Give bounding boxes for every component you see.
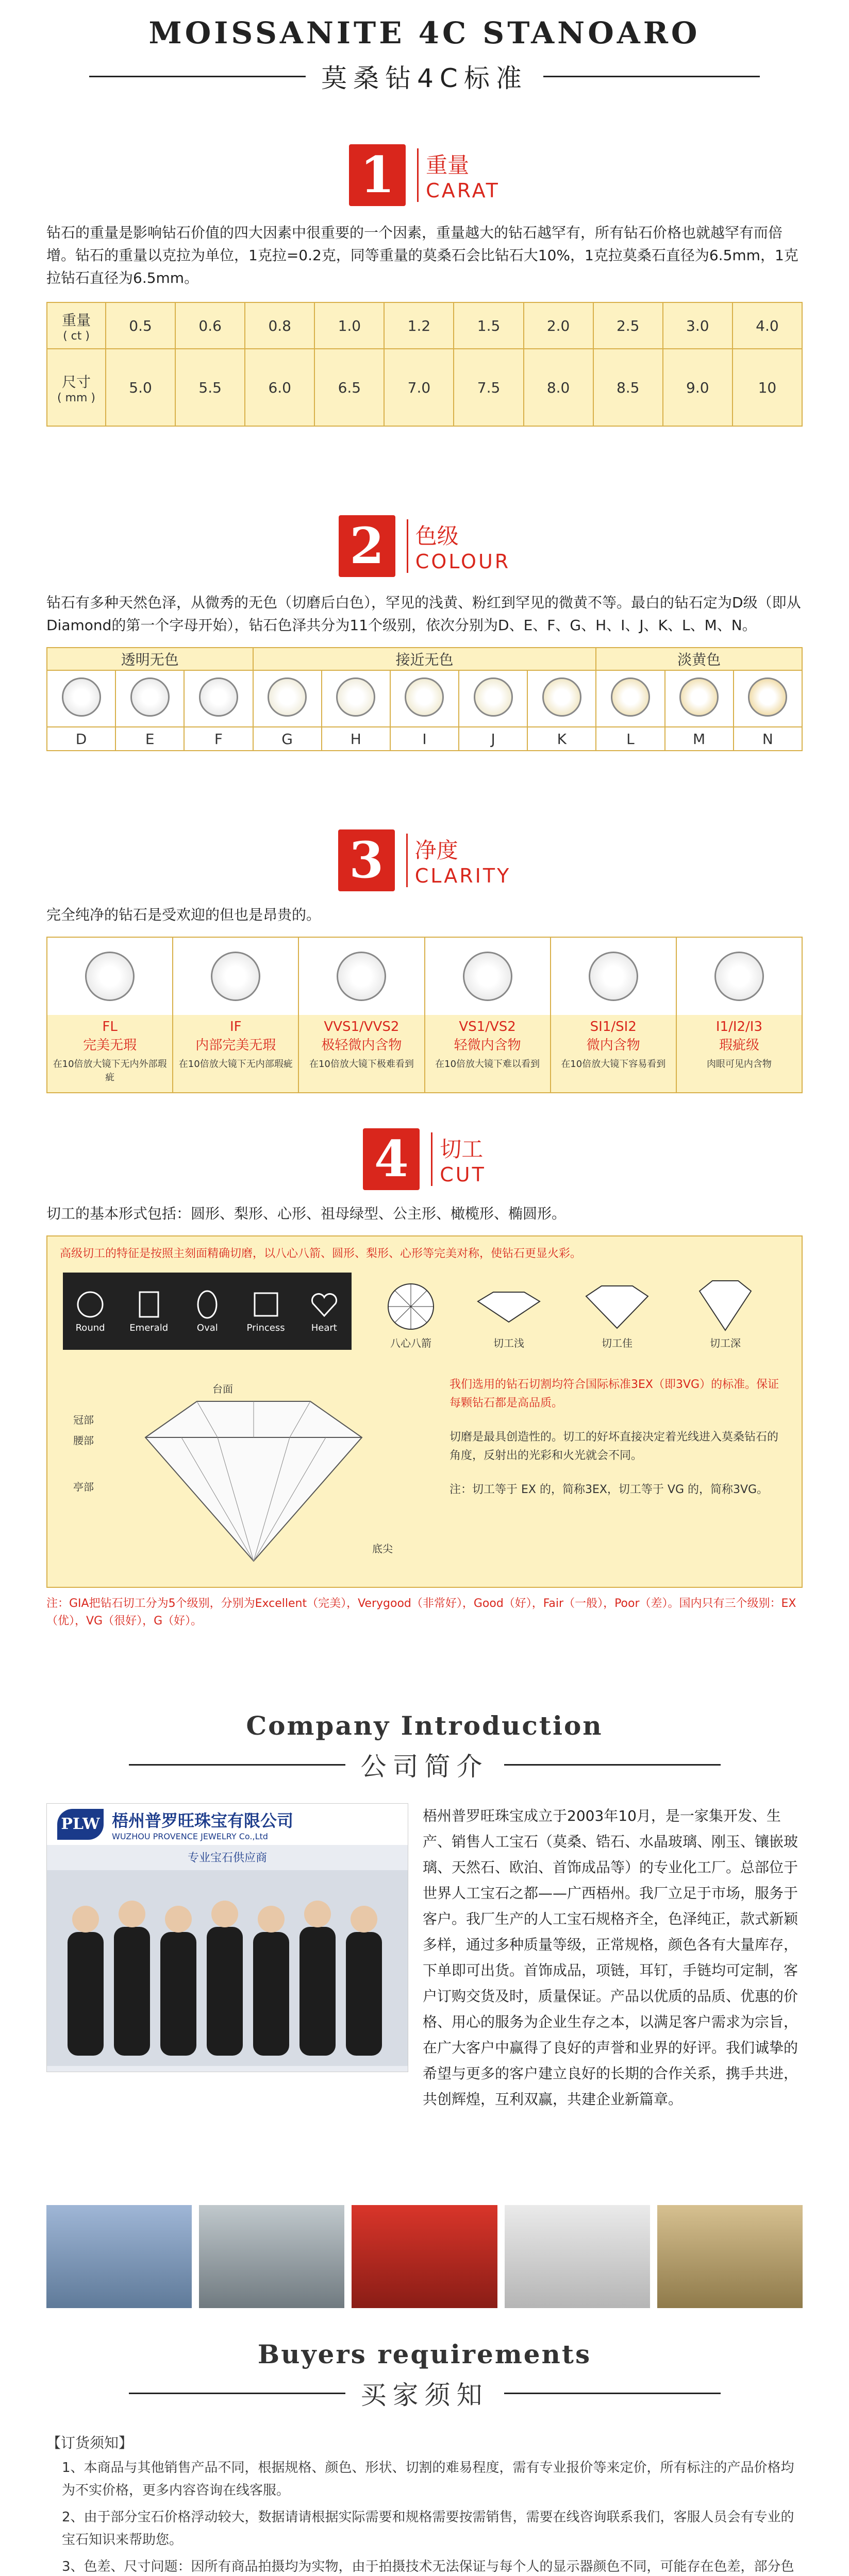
diamond-icon — [337, 952, 386, 1001]
order-heading: 【订货须知】 — [46, 2434, 134, 2451]
weight-unit: ( ct ) — [63, 329, 90, 343]
office-photo — [505, 2205, 650, 2308]
arrows-label: 八心八箭 — [390, 1337, 431, 1349]
buyers-title-en: Buyers requirements — [257, 2339, 592, 2369]
diagram-label: 亭部 — [73, 1481, 94, 1493]
clarity-desc: 肉眼可见内含物 — [706, 1059, 772, 1070]
diamond-icon — [611, 677, 650, 717]
heart-icon — [309, 1289, 340, 1320]
company-photo — [46, 1803, 408, 2072]
size-cell: 6.0 — [268, 379, 291, 396]
header — [0, 15, 849, 95]
cut-desc: 注：切工等于 EX 的，简称3EX，切工等于 VG 的，简称3VG。 — [450, 1483, 769, 1496]
colour-grade: H — [322, 727, 390, 751]
colour-grade: K — [527, 727, 596, 751]
diamond-icon — [405, 677, 444, 717]
header-title-en: MOISSANITE 4C STANOARO — [148, 15, 701, 50]
size-cell: 5.5 — [198, 379, 222, 396]
company-name-en: WUZHOU PROVENCE JEWELRY Co.,Ltd — [112, 1831, 268, 1841]
shape-label: Emerald — [129, 1323, 169, 1333]
size-cell: 10 — [758, 379, 777, 396]
colour-section — [0, 515, 849, 751]
weight-cell: 4.0 — [733, 302, 802, 349]
size-unit: ( mm ) — [57, 391, 95, 404]
diamond-icon — [474, 677, 513, 717]
princess-icon — [251, 1289, 281, 1320]
colour-grade: N — [734, 727, 802, 751]
shape-label: Round — [75, 1323, 105, 1333]
cut-section — [0, 1128, 849, 1637]
cut-desc: 切磨是最具创造性的。切工的好坏直接决定着光线进入莫桑钻石的角度，反射出的光彩和火光就会不同。 — [450, 1431, 779, 1462]
order-notes — [0, 2432, 849, 2576]
cut-explanations — [450, 1376, 779, 1499]
company-name-cn: 梧州普罗旺珠宝有限公司 — [112, 1810, 294, 1831]
diamond-icon — [542, 677, 581, 717]
diamond-icon — [463, 952, 512, 1001]
clarity-desc: 在10倍放大镜下无内外部瑕疵 — [53, 1059, 167, 1083]
order-item: 3、色差、尺寸问题：因所有商品拍摄均为实物，由于拍摄技术无法保证与每个人的显示器颜色不同，可能存在色差，部分色 — [62, 2559, 794, 2574]
cut-footer: 注：GIA把钻石切工分为5个级别，分别为Excellent（完美），Verygood（非常好），Good（好），Fair（一般），Poor（差）。国内只有三个级别：EX（优），VG（很好），G（好）。 — [46, 1597, 796, 1628]
buyers-title-cn: 买家须知 — [360, 2380, 489, 2410]
size-cell: 8.0 — [546, 379, 570, 396]
company-logo: PLW — [57, 1809, 104, 1840]
company-title-en: Company Introduction — [246, 1710, 603, 1741]
clarity-name: 瑕疵级 — [719, 1038, 759, 1053]
section-title-cn: 重量 — [426, 152, 470, 178]
size-cell: 8.5 — [616, 379, 640, 396]
colour-table — [46, 647, 803, 751]
weight-cell: 0.6 — [175, 302, 245, 349]
colour-group: 透明无色 — [47, 648, 253, 670]
diamond-icon — [748, 677, 787, 717]
size-label: 尺寸 — [61, 373, 91, 391]
diamond-icon — [85, 952, 135, 1001]
clarity-name: 微内含物 — [586, 1038, 640, 1053]
colour-description: 钻石有多种天然色泽，从微秀的无色（切磨后白色），罕见的浅黄、粉红到罕见的微黄不等。最白的钻石定为D级（即从Diamond的第一个字母开始），钻石色泽共分为11个级别，依次分别为D、E、F、G、H、I、J、K、L、M、N。 — [46, 594, 801, 634]
clarity-grades — [46, 937, 803, 1093]
company-photo-strip — [46, 2205, 803, 2308]
diamond-icon — [714, 952, 764, 1001]
clarity-grade-card — [677, 937, 803, 1093]
weight-cell: 3.0 — [663, 302, 733, 349]
diamond-icon — [589, 952, 638, 1001]
diamond-diagram — [63, 1365, 434, 1571]
section-title-en: CUT — [440, 1163, 486, 1186]
hearts-arrows-icon — [385, 1281, 437, 1332]
cut-desc: 我们选用的钻石切割均符合国际标准3EX（即3VG）的标准。保证每颗钻石都是高品质。 — [450, 1378, 779, 1410]
weight-cell: 0.5 — [106, 302, 175, 349]
weight-cell: 0.8 — [245, 302, 314, 349]
colour-grade: F — [184, 727, 253, 751]
diagram-label: 腰部 — [73, 1434, 94, 1447]
cut-label: 切工深 — [710, 1337, 741, 1349]
cut-shapes — [63, 1273, 352, 1350]
clarity-name: 内部完美无瑕 — [195, 1038, 276, 1053]
weight-cell: 1.0 — [314, 302, 384, 349]
cut-note: 高级切工的特征是按照主刻面精确切磨，以八心八箭、圆形、梨形、心形等完美对称，使钻石更显火彩。 — [60, 1247, 582, 1260]
carat-table — [46, 302, 803, 427]
shape-label: Heart — [311, 1323, 337, 1333]
workshop-photo — [199, 2205, 344, 2308]
weight-cell: 2.0 — [524, 302, 593, 349]
colour-group: 接近无色 — [253, 648, 596, 670]
clarity-code: FL — [102, 1019, 118, 1035]
section-number: 3 — [338, 829, 395, 891]
company-section — [0, 1803, 849, 2318]
divider — [89, 76, 306, 77]
size-cell: 5.0 — [129, 379, 152, 396]
clarity-code: VVS1/VVS2 — [324, 1019, 399, 1035]
section-title-cn: 切工 — [440, 1137, 484, 1162]
weight-cell: 1.2 — [384, 302, 454, 349]
section-number: 2 — [339, 515, 395, 577]
company-header — [0, 1710, 849, 1783]
cut-depth-diagrams — [367, 1273, 779, 1350]
clarity-desc: 在10倍放大镜下难以看到 — [435, 1059, 540, 1070]
cut-description: 切工的基本形式包括：圆形、梨形、心形、祖母绿型、公主形、橄榄形、椭圆形。 — [46, 1205, 567, 1222]
ideal-cut-icon — [581, 1281, 653, 1332]
colour-grade: D — [47, 727, 115, 751]
shallow-cut-icon — [473, 1286, 545, 1332]
order-item: 2、由于部分宝石价格浮动较大，数据请请根据实际需要和规格需要按需销售，需要在线咨询联系我们，客服人员会有专业的宝石知识来帮助您。 — [62, 2510, 794, 2548]
clarity-name: 轻微内含物 — [454, 1038, 521, 1053]
round-icon — [75, 1289, 106, 1320]
clarity-grade-card — [173, 937, 299, 1093]
clarity-name: 完美无瑕 — [83, 1038, 137, 1053]
section-number: 1 — [349, 144, 406, 206]
clarity-desc: 在10倍放大镜下容易看到 — [561, 1059, 666, 1070]
size-cell: 7.0 — [407, 379, 431, 396]
diamond-icon — [679, 677, 719, 717]
shape-label: Princess — [246, 1323, 285, 1333]
company-intro: 梧州普罗旺珠宝成立于2003年10月，是一家集开发、生产、销售人工宝石（莫桑、锆石、水晶玻璃、刚玉、镶嵌玻璃、天然石、欧泊、首饰成品等）的专业化工厂。总部位于世界人工宝石之都——广西梧州。我厂立足于市场，服务于客户。我厂生产的人工宝石规格齐全，色泽纯正，款式新颖多样，通过多种质量等级，正常规格，颜色各有大量库存，下单即可出货。首饰成品，项链，耳钉，手链均可定制，客户订购交货及时，质量保证。产品以优质的品质、优惠的价格、用心的服务为企业生存之本，以满足客户需求为宗旨，在广大客户中赢得了良好的声誉和业界的好评。我们诚挚的希望与更多的客户建立良好的长期的合作关系，携手共进，共创辉煌，互利双赢，共建企业新篇章。 — [423, 1807, 798, 2108]
clarity-desc: 在10倍放大镜下极难看到 — [309, 1059, 414, 1070]
weight-label: 重量 — [61, 311, 91, 329]
section-title-en: COLOUR — [415, 550, 511, 573]
company-title-cn: 公司简介 — [360, 1752, 489, 1782]
diamond-icon — [336, 677, 375, 717]
header-title-cn: 莫桑钻4C标准 — [321, 63, 528, 93]
weight-cell: 1.5 — [454, 302, 523, 349]
oval-icon — [192, 1289, 223, 1320]
section-title-en: CLARITY — [414, 865, 511, 887]
colour-grade: J — [459, 727, 527, 751]
clarity-description: 完全纯净的钻石是受欢迎的但也是昂贵的。 — [46, 906, 321, 923]
divider — [129, 1764, 345, 1766]
divider — [504, 1764, 721, 1766]
order-item: 1、本商品与其他销售产品不同，根据规格、颜色、形状、切割的难易程度，需有专业报价等来定价，所有标注的产品价格均为不实价格，更多内容咨询在线客服。 — [62, 2460, 794, 2498]
clarity-code: VS1/VS2 — [459, 1019, 516, 1035]
clarity-grade-card — [425, 937, 551, 1093]
colour-grade: M — [665, 727, 734, 751]
deep-cut-icon — [689, 1276, 761, 1332]
clarity-code: SI1/SI2 — [590, 1019, 637, 1035]
clarity-name: 极轻微内含物 — [321, 1038, 402, 1053]
clarity-section — [0, 829, 849, 1093]
colour-grade: I — [390, 727, 459, 751]
carat-section — [0, 144, 849, 427]
showroom-photo — [352, 2205, 497, 2308]
divider — [543, 76, 760, 77]
diagram-label: 台面 — [212, 1383, 233, 1395]
diamond-icon — [268, 677, 307, 717]
section-title-en: CARAT — [426, 179, 500, 202]
warehouse-photo — [657, 2205, 803, 2308]
clarity-code: IF — [229, 1019, 242, 1035]
buyers-header — [0, 2339, 849, 2412]
cut-panel — [46, 1235, 803, 1588]
colour-grade: G — [253, 727, 322, 751]
staff-photo-icon — [47, 1870, 408, 2066]
clarity-grade-card — [299, 937, 425, 1093]
clarity-grade-card — [551, 937, 677, 1093]
colour-grade: E — [115, 727, 184, 751]
clarity-desc: 在10倍放大镜下无内部瑕疵 — [178, 1059, 293, 1070]
diagram-label: 冠部 — [73, 1414, 94, 1426]
company-slogan: 专业宝石供应商 — [187, 1852, 267, 1865]
divider — [504, 2393, 721, 2394]
shape-label: Oval — [196, 1323, 218, 1333]
carat-description: 钻石的重量是影响钻石价值的四大因素中很重要的一个因素，重量越大的钻石越罕有，所有钻石价格也就越罕有而倍增。钻石的重量以克拉为单位，1克拉=0.2克，同等重量的莫桑石会比钻石大10%，1克拉莫桑石直径为6.5mm，1克拉钻石直径为6.5mm。 — [46, 224, 798, 286]
section-title-cn: 净度 — [414, 838, 458, 863]
section-title-cn: 色级 — [415, 523, 459, 549]
weight-cell: 2.5 — [593, 302, 663, 349]
diamond-icon — [130, 677, 170, 717]
diamond-icon — [199, 677, 238, 717]
section-number: 4 — [363, 1128, 420, 1190]
size-cell: 6.5 — [338, 379, 361, 396]
clarity-grade-card — [46, 937, 173, 1093]
diagram-label: 底尖 — [372, 1543, 393, 1555]
diamond-icon — [62, 677, 101, 717]
colour-grade: L — [596, 727, 664, 751]
size-cell: 9.0 — [686, 379, 709, 396]
emerald-icon — [134, 1289, 164, 1320]
divider — [129, 2393, 345, 2394]
colour-group: 淡黄色 — [596, 648, 802, 670]
diamond-icon — [211, 952, 260, 1001]
cut-label: 切工浅 — [493, 1337, 524, 1349]
clarity-code: I1/I2/I3 — [715, 1019, 763, 1035]
size-cell: 7.5 — [477, 379, 501, 396]
cut-label: 切工佳 — [602, 1337, 632, 1349]
factory-photo — [46, 2205, 192, 2308]
